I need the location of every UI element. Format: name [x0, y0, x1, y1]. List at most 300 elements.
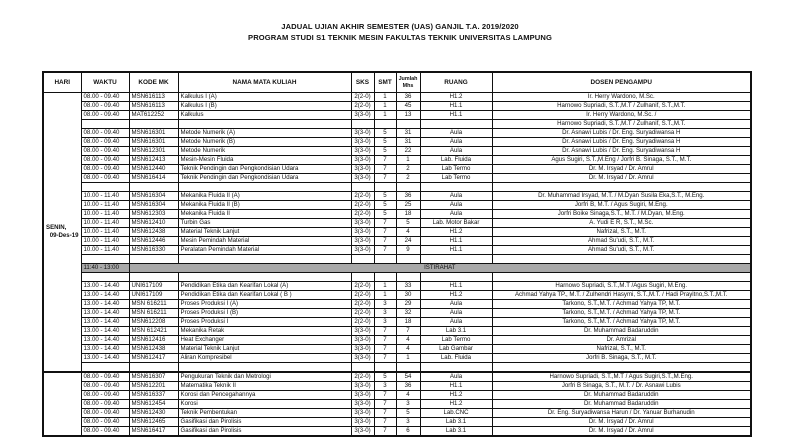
cell-kode-mk: MSN612438: [129, 345, 178, 354]
empty-cell: [374, 363, 396, 373]
exam-schedule-table: [42, 71, 752, 437]
cell-nama-mata-kuliah: Peralatan Pemindah Material: [178, 246, 351, 255]
cell-jumlah-mhs: 3: [396, 418, 420, 427]
table-body: [43, 93, 751, 437]
cell-smt: 7: [374, 165, 396, 174]
cell-kode-mk: MSN616113: [129, 102, 178, 111]
cell-dosen-pengampu: Dr. M. Irsyad / Dr. Amrul: [492, 418, 751, 427]
cell-ruang: Aula: [420, 300, 492, 309]
cell-kode-mk: [129, 120, 178, 129]
cell-jumlah-mhs: [396, 120, 420, 129]
cell-ruang: Lab Termo: [420, 174, 492, 183]
empty-cell: [492, 183, 751, 192]
cell-sks: 3(3-0): [351, 138, 374, 147]
cell-kode-mk: MSN616301: [129, 138, 178, 147]
cell-dosen-pengampu: Tarkono, S.T.,M.T. / Achmad Yahya TP, M.T.: [492, 318, 751, 327]
table-row: [43, 327, 751, 336]
cell-smt: 5: [374, 192, 396, 201]
cell-kode-mk: MSN612201: [129, 382, 178, 391]
empty-cell: [492, 273, 751, 282]
cell-kode-mk: MSN612438: [129, 228, 178, 237]
cell-sks: 3(3-0): [351, 165, 374, 174]
cell-smt: 7: [374, 391, 396, 400]
cell-ruang: Aula: [420, 210, 492, 219]
cell-sks: 2(2-0): [351, 201, 374, 210]
cell-sks: 3(3-0): [351, 382, 374, 391]
cell-ruang: Lab Termo: [420, 336, 492, 345]
table-row: [43, 93, 751, 102]
cell-nama-mata-kuliah: Mesin-Mesin Fluida: [178, 156, 351, 165]
table-row: [43, 237, 751, 246]
cell-jumlah-mhs: 24: [396, 237, 420, 246]
cell-kode-mk: MSN612303: [129, 210, 178, 219]
header-nama-mata-kuliah: NAMA MATA KULIAH: [178, 72, 351, 93]
header-smt: SMT: [374, 72, 396, 93]
cell-nama-mata-kuliah: Pendidikan Etika dan Kearifan Lokal ( B ): [178, 291, 351, 300]
cell-nama-mata-kuliah: Teknik Pendingin dan Pengkondisian Udara: [178, 165, 351, 174]
empty-cell: [81, 273, 129, 282]
table-row: [43, 210, 751, 219]
cell-dosen-pengampu: Nafrizal, S.T., M.T.: [492, 228, 751, 237]
cell-kode-mk: MSN612413: [129, 156, 178, 165]
cell-smt: 7: [374, 336, 396, 345]
cell-waktu: 10.00 - 11.40: [81, 210, 129, 219]
table-row: [43, 138, 751, 147]
cell-nama-mata-kuliah: Teknik Pendingin dan Pengkondisian Udara: [178, 174, 351, 183]
cell-jumlah-mhs: 29: [396, 300, 420, 309]
cell-jumlah-mhs: 36: [396, 192, 420, 201]
cell-smt: 7: [374, 418, 396, 427]
cell-waktu: 13.00 - 14.40: [81, 345, 129, 354]
cell-nama-mata-kuliah: Matematika Teknik II: [178, 382, 351, 391]
cell-smt: 7: [374, 174, 396, 183]
table-row: [43, 318, 751, 327]
cell-waktu: [81, 120, 129, 129]
header-kode-mk: KODE MK: [129, 72, 178, 93]
cell-kode-mk: MSN616414: [129, 174, 178, 183]
empty-cell: [129, 273, 178, 282]
cell-ruang: H1.2: [420, 391, 492, 400]
cell-smt: 5: [374, 129, 396, 138]
cell-waktu: 13.00 - 14.40: [81, 300, 129, 309]
cell-kode-mk: MSN616113: [129, 93, 178, 102]
cell-waktu: 08.00 - 09.40: [81, 391, 129, 400]
day-cell: [43, 372, 81, 436]
empty-cell: [396, 255, 420, 264]
cell-ruang: Aula: [420, 318, 492, 327]
break-label: ISTIRAHAT: [129, 264, 751, 273]
cell-sks: 3(3-0): [351, 174, 374, 183]
document-title: JADUAL UJIAN AKHIR SEMESTER (UAS) GANJIL T.A. 2019/2020: [281, 22, 519, 31]
cell-nama-mata-kuliah: Turbin Gas: [178, 219, 351, 228]
cell-jumlah-mhs: 4: [396, 336, 420, 345]
cell-sks: [351, 120, 374, 129]
cell-dosen-pengampu: A. Yudi E R, S.T., M.Sc.: [492, 219, 751, 228]
cell-jumlah-mhs: 6: [396, 427, 420, 437]
cell-waktu: 10.00 - 11.40: [81, 228, 129, 237]
cell-waktu: 08.00 - 09.40: [81, 174, 129, 183]
cell-waktu: 08.00 - 09.40: [81, 382, 129, 391]
cell-jumlah-mhs: 33: [396, 282, 420, 291]
cell-sks: 3(3-0): [351, 409, 374, 418]
cell-sks: 3(3-0): [351, 237, 374, 246]
cell-sks: 3(3-0): [351, 246, 374, 255]
cell-jumlah-mhs: 25: [396, 201, 420, 210]
cell-kode-mk: MSN 616211: [129, 300, 178, 309]
table-row: [43, 165, 751, 174]
empty-cell: [351, 183, 374, 192]
cell-sks: 3(3-0): [351, 129, 374, 138]
cell-dosen-pengampu: Dr. M. Irsyad / Dr. Amrul: [492, 427, 751, 437]
cell-dosen-pengampu: Ir. Herry Wardono, M.Sc. /: [492, 111, 751, 120]
break-time: 11:40 - 13:00: [81, 264, 129, 273]
cell-kode-mk: MSN616330: [129, 246, 178, 255]
cell-smt: 7: [374, 327, 396, 336]
cell-dosen-pengampu: Nafrizal, S.T., M.T.: [492, 345, 751, 354]
cell-sks: 2(2-0): [351, 102, 374, 111]
table-row: [43, 228, 751, 237]
cell-dosen-pengampu: Harnowo Supriadi, S.T.,M.T / Zulhanif, S.T.,M.T.: [492, 120, 751, 129]
cell-smt: 7: [374, 400, 396, 409]
table-row: [43, 111, 751, 120]
cell-dosen-pengampu: Achmad Yahya TP., M.T. / Zulhendri Hasymi, S.T.,M.T. / Hadi Prayitno,S.T.,M.T.: [492, 291, 751, 300]
cell-kode-mk: MSN612465: [129, 418, 178, 427]
cell-waktu: 13.00 - 14.40: [81, 318, 129, 327]
cell-sks: 3(3-0): [351, 147, 374, 156]
cell-smt: 7: [374, 228, 396, 237]
cell-dosen-pengampu: Dr. Asnawi Lubis / Dr. Eng. Suryadiwansa H: [492, 138, 751, 147]
cell-dosen-pengampu: Jorfri B. Sinaga, S.T., M.T.: [492, 354, 751, 363]
cell-sks: 2(2-0): [351, 318, 374, 327]
empty-cell: [178, 255, 351, 264]
cell-jumlah-mhs: 7: [396, 327, 420, 336]
cell-waktu: 13.00 - 14.40: [81, 309, 129, 318]
cell-dosen-pengampu: Tarkono, S.T.,M.T. / Achmad Yahya TP, M.T.: [492, 300, 751, 309]
cell-kode-mk: MSN616337: [129, 391, 178, 400]
cell-smt: 7: [374, 354, 396, 363]
cell-ruang: Lab. Fluida: [420, 156, 492, 165]
cell-kode-mk: MSN612417: [129, 354, 178, 363]
cell-jumlah-mhs: 4: [396, 228, 420, 237]
empty-cell: [420, 255, 492, 264]
empty-cell: [351, 255, 374, 264]
cell-sks: 2(2-0): [351, 210, 374, 219]
cell-jumlah-mhs: 2: [396, 174, 420, 183]
cell-jumlah-mhs: 2: [396, 165, 420, 174]
table-row: [43, 282, 751, 291]
cell-ruang: Lab Termo: [420, 165, 492, 174]
cell-jumlah-mhs: 5: [396, 219, 420, 228]
cell-jumlah-mhs: 4: [396, 391, 420, 400]
empty-cell: [420, 273, 492, 282]
header-dosen-pengampu: DOSEN PENGAMPU: [492, 72, 751, 93]
cell-dosen-pengampu: Dr. M. Irsyad / Dr. Amrul: [492, 174, 751, 183]
cell-kode-mk: UNI617109: [129, 291, 178, 300]
cell-waktu: 10.00 - 11.40: [81, 219, 129, 228]
cell-nama-mata-kuliah: Pengukuran Teknik dan Metrologi: [178, 372, 351, 382]
empty-cell: [81, 363, 129, 373]
cell-ruang: H1.1: [420, 246, 492, 255]
cell-ruang: [420, 120, 492, 129]
cell-sks: 3(3-0): [351, 327, 374, 336]
cell-nama-mata-kuliah: Kalkulus: [178, 111, 351, 120]
empty-cell: [81, 255, 129, 264]
cell-ruang: H1.2: [420, 93, 492, 102]
cell-jumlah-mhs: 1: [396, 156, 420, 165]
empty-cell: [178, 183, 351, 192]
cell-nama-mata-kuliah: Proses Produksi I: [178, 318, 351, 327]
table-row: [43, 192, 751, 201]
document-subtitle: PROGRAM STUDI S1 TEKNIK MESIN FAKULTAS TEKNIK UNIVERSITAS LAMPUNG: [248, 33, 552, 42]
cell-ruang: H1.2: [420, 291, 492, 300]
cell-nama-mata-kuliah: Material Teknik Lanjut: [178, 228, 351, 237]
cell-ruang: Aula: [420, 201, 492, 210]
cell-smt: 1: [374, 93, 396, 102]
cell-waktu: 13.00 - 14.40: [81, 291, 129, 300]
cell-waktu: 08.00 - 09.40: [81, 129, 129, 138]
cell-smt: 1: [374, 111, 396, 120]
cell-ruang: Lab 3.1: [420, 418, 492, 427]
cell-smt: 1: [374, 282, 396, 291]
cell-nama-mata-kuliah: Korosi dan Pencegahannya: [178, 391, 351, 400]
empty-cell: [374, 183, 396, 192]
cell-kode-mk: MSN616304: [129, 201, 178, 210]
cell-kode-mk: MSN612416: [129, 336, 178, 345]
cell-kode-mk: MSN616307: [129, 372, 178, 382]
spacer-row: [43, 363, 751, 373]
cell-smt: 7: [374, 409, 396, 418]
table-row: [43, 345, 751, 354]
cell-jumlah-mhs: 32: [396, 309, 420, 318]
cell-ruang: Lab.CNC: [420, 409, 492, 418]
cell-ruang: Aula: [420, 372, 492, 382]
empty-cell: [396, 363, 420, 373]
cell-nama-mata-kuliah: Mekanika Fluida II: [178, 210, 351, 219]
table-row: [43, 174, 751, 183]
cell-ruang: Lab Gambar: [420, 345, 492, 354]
cell-ruang: H1.1: [420, 111, 492, 120]
cell-sks: 3(3-0): [351, 427, 374, 437]
empty-cell: [492, 255, 751, 264]
header-hari: HARI: [43, 72, 81, 93]
cell-dosen-pengampu: Harnowo Supriadi, S.T.,M.T / Agus Sugiri,S.T.,M.Eng.: [492, 372, 751, 382]
table-header-row: [43, 72, 751, 93]
cell-ruang: H1.2: [420, 400, 492, 409]
cell-waktu: 13.00 - 14.40: [81, 327, 129, 336]
empty-cell: [351, 273, 374, 282]
cell-smt: 5: [374, 201, 396, 210]
cell-smt: 5: [374, 138, 396, 147]
cell-smt: 3: [374, 318, 396, 327]
cell-sks: 2(2-0): [351, 282, 374, 291]
cell-smt: 7: [374, 246, 396, 255]
cell-dosen-pengampu: Dr. Asnawi Lubis / Dr. Eng. Suryadiwansa H: [492, 129, 751, 138]
cell-nama-mata-kuliah: Mekanika Fluida II (B): [178, 201, 351, 210]
cell-dosen-pengampu: Ahmad Su'udi, S.T., M.T.: [492, 237, 751, 246]
cell-dosen-pengampu: Jorfri B Sinaga, S.T., M.T. / Dr. Asnawi Lubis: [492, 382, 751, 391]
cell-jumlah-mhs: 4: [396, 345, 420, 354]
cell-kode-mk: MSN612446: [129, 237, 178, 246]
empty-cell: [129, 183, 178, 192]
cell-kode-mk: MSN612301: [129, 147, 178, 156]
cell-ruang: Aula: [420, 129, 492, 138]
cell-waktu: 08.00 - 09.40: [81, 372, 129, 382]
cell-ruang: H1.2: [420, 228, 492, 237]
cell-nama-mata-kuliah: Gasifikasi dan Pirolisis: [178, 418, 351, 427]
cell-ruang: H1.1: [420, 237, 492, 246]
cell-nama-mata-kuliah: Korosi: [178, 400, 351, 409]
cell-nama-mata-kuliah: Teknik Pembentukan: [178, 409, 351, 418]
cell-smt: 7: [374, 219, 396, 228]
cell-smt: 7: [374, 427, 396, 437]
cell-kode-mk: MSN612410: [129, 219, 178, 228]
cell-dosen-pengampu: Dr. Eng. Suryadiwansa Harun / Dr. Yanuar Burhanudin: [492, 409, 751, 418]
cell-waktu: 10.00 - 11.40: [81, 201, 129, 210]
table-row: [43, 129, 751, 138]
cell-ruang: H1.1: [420, 382, 492, 391]
cell-dosen-pengampu: Jorfri B, M.T. / Agus Sugiri, M.Eng.: [492, 201, 751, 210]
header-sks: SKS: [351, 72, 374, 93]
cell-sks: 3(3-0): [351, 111, 374, 120]
cell-waktu: 10.00 - 11.40: [81, 246, 129, 255]
cell-ruang: H1.1: [420, 282, 492, 291]
cell-smt: 1: [374, 102, 396, 111]
table-row: [43, 156, 751, 165]
cell-kode-mk: MSN616304: [129, 192, 178, 201]
empty-cell: [374, 273, 396, 282]
cell-smt: [374, 120, 396, 129]
cell-dosen-pengampu: Jorfri Boike Sinaga,S.T., M.T. / M.Dyan, M.Eng.: [492, 210, 751, 219]
empty-cell: [396, 183, 420, 192]
cell-nama-mata-kuliah: Metode Numerik (A): [178, 129, 351, 138]
empty-cell: [374, 255, 396, 264]
cell-jumlah-mhs: 5: [396, 409, 420, 418]
cell-smt: 7: [374, 345, 396, 354]
cell-jumlah-mhs: 31: [396, 138, 420, 147]
empty-cell: [420, 363, 492, 373]
cell-dosen-pengampu: Dr. Muhammad Badaruddin: [492, 400, 751, 409]
header-jumlah-mhs: Jumlah Mhs: [396, 72, 420, 93]
cell-nama-mata-kuliah: Mekanika Retak: [178, 327, 351, 336]
table-row: [43, 120, 751, 129]
cell-waktu: 10.00 - 11.40: [81, 192, 129, 201]
cell-kode-mk: MSN612208: [129, 318, 178, 327]
cell-nama-mata-kuliah: Proses Produksi I (A): [178, 300, 351, 309]
cell-sks: 2(2-0): [351, 309, 374, 318]
cell-kode-mk: MSN616301: [129, 129, 178, 138]
cell-waktu: 08.00 - 09.40: [81, 400, 129, 409]
cell-smt: 3: [374, 309, 396, 318]
empty-cell: [129, 363, 178, 373]
spacer-row: [43, 273, 751, 282]
cell-ruang: Lab. Fluida: [420, 354, 492, 363]
cell-sks: 2(2-0): [351, 93, 374, 102]
cell-ruang: Aula: [420, 309, 492, 318]
table-row: [43, 219, 751, 228]
cell-nama-mata-kuliah: Metode Numerik: [178, 147, 351, 156]
cell-sks: 2(2-0): [351, 372, 374, 382]
cell-sks: 3(3-0): [351, 219, 374, 228]
cell-ruang: Aula: [420, 192, 492, 201]
cell-dosen-pengampu: Dr. Muhammad Irsyad, M.T. / M.Dyan Susila Eka,S.T., M.Eng.: [492, 192, 751, 201]
cell-nama-mata-kuliah: Kalkulus I (B): [178, 102, 351, 111]
cell-jumlah-mhs: 3: [396, 400, 420, 409]
cell-jumlah-mhs: 13: [396, 111, 420, 120]
cell-jumlah-mhs: 45: [396, 102, 420, 111]
cell-sks: 3(3-0): [351, 391, 374, 400]
cell-dosen-pengampu: Dr. M. Irsyad / Dr. Amrul: [492, 165, 751, 174]
day-cell: [43, 93, 81, 373]
day-date: 09-Des-19: [49, 232, 79, 239]
cell-jumlah-mhs: 54: [396, 372, 420, 382]
table-row: [43, 372, 751, 382]
cell-kode-mk: MSN612430: [129, 409, 178, 418]
cell-waktu: 13.00 - 14.40: [81, 354, 129, 363]
cell-dosen-pengampu: Ir. Herry Wardono, M.Sc.: [492, 93, 751, 102]
table-row: [43, 300, 751, 309]
cell-nama-mata-kuliah: Material Teknik Lanjut: [178, 345, 351, 354]
cell-dosen-pengampu: Tarkono, S.T.,M.T. / Achmad Yahya TP, M.T.: [492, 309, 751, 318]
cell-ruang: Lab 3.1: [420, 427, 492, 437]
cell-ruang: Lab. Motor Bakar: [420, 219, 492, 228]
cell-waktu: 08.00 - 09.40: [81, 93, 129, 102]
cell-nama-mata-kuliah: [178, 120, 351, 129]
empty-cell: [178, 363, 351, 373]
spacer-row: [43, 255, 751, 264]
cell-sks: 2(2-0): [351, 192, 374, 201]
cell-sks: 3(3-0): [351, 418, 374, 427]
cell-nama-mata-kuliah: Aliran Kompresibel: [178, 354, 351, 363]
cell-smt: 5: [374, 147, 396, 156]
cell-sks: 3(3-0): [351, 345, 374, 354]
cell-kode-mk: MSN 612421: [129, 327, 178, 336]
cell-smt: 3: [374, 382, 396, 391]
cell-dosen-pengampu: Dr. Asnawi Lubis / Dr. Eng. Suryadiwansa H: [492, 147, 751, 156]
cell-waktu: 08.00 - 09.40: [81, 111, 129, 120]
empty-cell: [81, 183, 129, 192]
cell-sks: 3(3-0): [351, 156, 374, 165]
cell-smt: 7: [374, 237, 396, 246]
cell-nama-mata-kuliah: Pendidikan Etika dan Kearifan Lokal (A): [178, 282, 351, 291]
table-row: [43, 102, 751, 111]
cell-nama-mata-kuliah: Mesin Pemindah Material: [178, 237, 351, 246]
cell-waktu: 08.00 - 09.40: [81, 427, 129, 437]
cell-dosen-pengampu: Dr. Amrizal: [492, 336, 751, 345]
cell-smt: 5: [374, 210, 396, 219]
cell-ruang: Aula: [420, 138, 492, 147]
table-row: [43, 336, 751, 345]
cell-dosen-pengampu: Harnowo Supriadi, S.T.,M.T / Zulhanif, S.T.,M.T.: [492, 102, 751, 111]
table-row: [43, 309, 751, 318]
table-row: [43, 400, 751, 409]
header-ruang: RUANG: [420, 72, 492, 93]
cell-kode-mk: MSN612440: [129, 165, 178, 174]
cell-waktu: 10.00 - 11.40: [81, 237, 129, 246]
cell-jumlah-mhs: 36: [396, 93, 420, 102]
cell-kode-mk: MSN 616211: [129, 309, 178, 318]
table-row: [43, 291, 751, 300]
empty-cell: [396, 273, 420, 282]
cell-dosen-pengampu: Dr. Muhammad Badaruddin: [492, 327, 751, 336]
cell-sks: 3(3-0): [351, 336, 374, 345]
cell-waktu: 13.00 - 14.40: [81, 282, 129, 291]
cell-jumlah-mhs: 22: [396, 147, 420, 156]
cell-dosen-pengampu: Ahmad Su'udi, S.T., M.T.: [492, 246, 751, 255]
cell-waktu: 08.00 - 09.40: [81, 409, 129, 418]
cell-kode-mk: MAT612252: [129, 111, 178, 120]
table-row: [43, 427, 751, 437]
cell-kode-mk: MSN616417: [129, 427, 178, 437]
